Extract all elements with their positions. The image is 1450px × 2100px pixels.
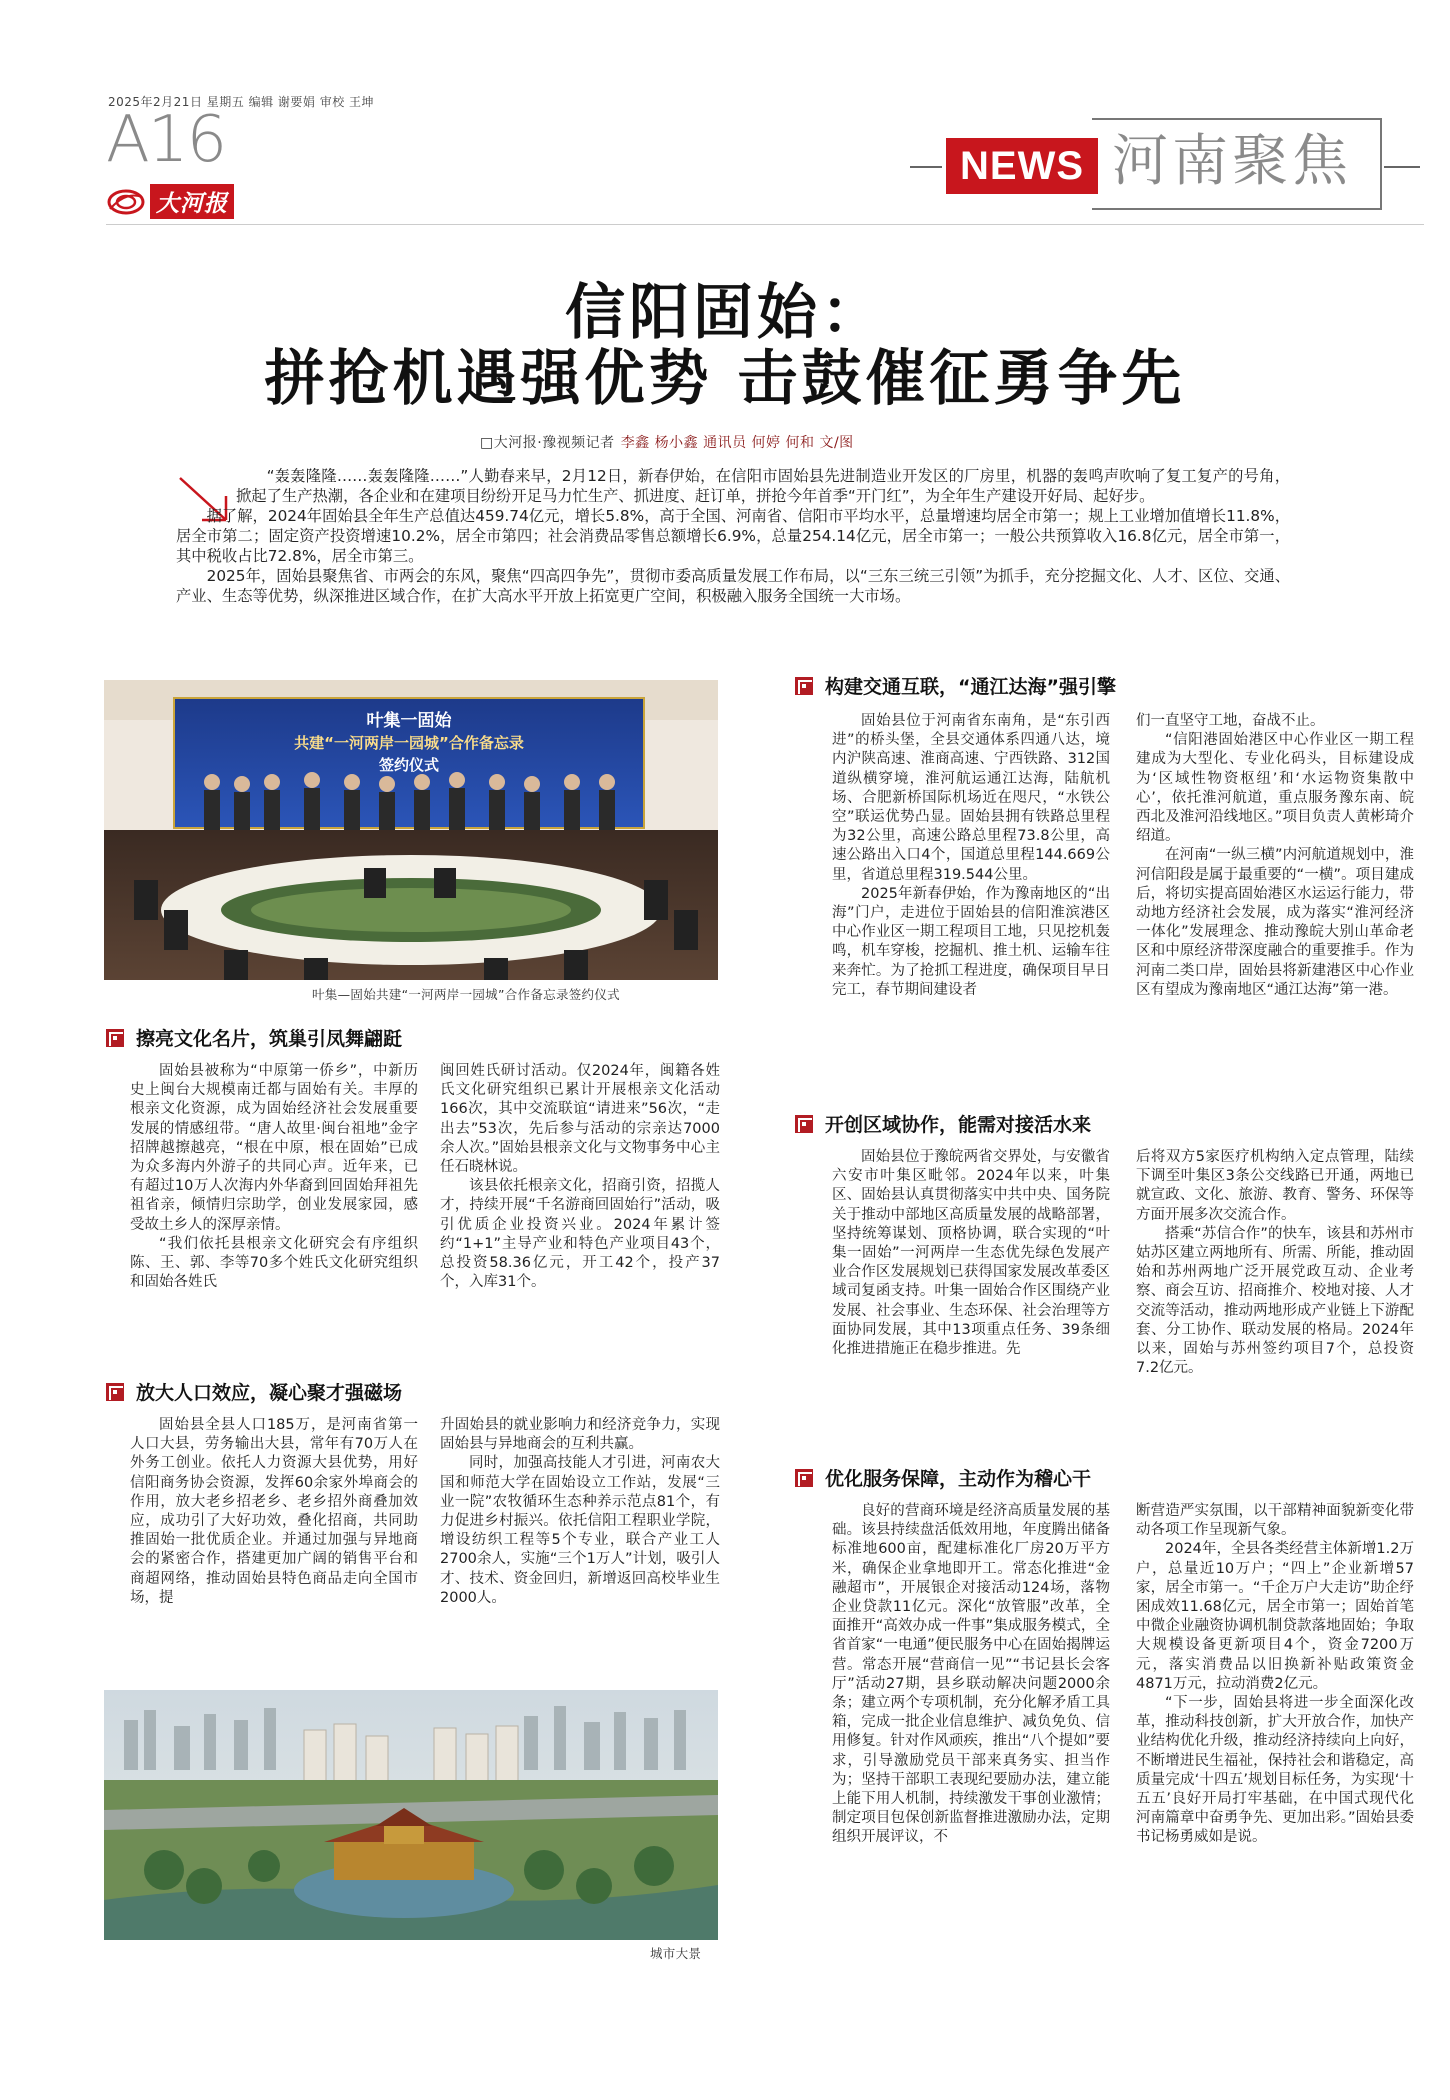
byline-prefix: □大河报·豫视频记者 bbox=[480, 435, 615, 451]
body-paragraph: 们一直坚守工地，奋战不止。 bbox=[1136, 713, 1325, 729]
body-paragraph: 该县依托根亲文化，招商引资，招揽人才，持续开展“千名游商回固始行”活动，吸引优质企业投资兴业。2024年累计签约“1+1”主导产业和特色产业项目43个，总投资58.36亿元，开工42个，投产37个，入库31个。 bbox=[440, 1178, 720, 1291]
region-col-b bbox=[1136, 1148, 1414, 1378]
page-number: A16 bbox=[106, 103, 226, 177]
section-heading-text: 优化服务保障，主动作为稽心干 bbox=[825, 1468, 1092, 1490]
section-heading-text: 放大人口效应，凝心聚才强磁场 bbox=[136, 1382, 403, 1404]
body-paragraph: 固始县全县人口185万，是河南省第一人口大县，劳务输出大县，常年有70万人在外务工创业。依托人力资源大县优势，用好信阳商务协会资源，发挥60余家外埠商会的作用，放大老乡招老乡、老乡招外商叠加效应，成功引了大好功效，叠化招商，共同助推固始一批优质企业。并通过加强与异地商会的紧密合作，搭建更加广阔的销售平台和商超网络，推动固始县特色商品走向全国市场，提 bbox=[130, 1417, 418, 1606]
section-marker-icon bbox=[795, 1469, 813, 1487]
body-paragraph: 2024年，全县各类经营主体新增1.2万户，总量近10万户；“四上”企业新增57家，居全市第一。“千企万户大走访”助企纾困成效11.68亿元，居全市第一；固始首笔中微企业融资协调机制贷款落地固始；争取大规模设备更新项目4个，资金7200万元，落实消费品以旧换新补贴政策资金4871万元，拉动消费2亿元。 bbox=[1136, 1541, 1414, 1692]
region-col-a bbox=[832, 1148, 1110, 1359]
section-heading-text: 构建交通互联，“通江达海”强引擎 bbox=[825, 676, 1116, 698]
body-paragraph: 固始县被称为“中原第一侨乡”，中新历史上闽台大规模南迁都与固始有关。丰厚的根亲文化资源，成为固始经济社会发展重要发展的情感纽带。“唐人故里·闽台祖地”金字招牌越擦越亮，“根在中原，根在固始”已成为众多海内外游子的共同心声。近年来，已有超过10万人次海内外华裔到回固始拜祖先祖省亲，倾情归宗助学，创业发展家园，感受故土乡人的深厚亲情。 bbox=[130, 1063, 418, 1233]
service-col-a bbox=[832, 1502, 1110, 1848]
banner-line-3: 签约仪式 bbox=[378, 756, 439, 774]
lead-paragraph: 据了解，2024年固始县全年生产总值达459.74亿元，增长5.8%，高于全国、河南省、信阳市平均水平，总量增速均居全市第一；规上工业增加值增长11.8%，居全市第二；固定资产投资增速10.2%，居全市第四；社会消费品零售总额增长6.9%，总量254.14亿元，居全市第一；一般公共预算收入16.8亿元，居全市第一，其中税收占比72.8%，居全市第三。 bbox=[176, 507, 1290, 565]
transport-col-b bbox=[1136, 712, 1414, 1000]
headline-line-1: 信阳固始： bbox=[565, 278, 885, 348]
body-paragraph: 断营造严实氛围，以干部精神面貌新变化带动各项工作呈现新气象。 bbox=[1136, 1503, 1414, 1539]
body-paragraph: 同时，加强高技能人才引进，河南农大国和师范大学在固始设立工作站，发展“三业一院”农牧循环生态种养示范点81个，有力促进乡村振兴。依托信阳工程职业学院，增设纺织工程等5个专业，联合产业工人2700余人，实施“三个1万人”计划，吸引人才、技术、资金回归，新增返回高校毕业生2000人。 bbox=[440, 1455, 720, 1606]
body-paragraph: “下一步，固始县将进一步全面深化改革，推动科技创新，扩大开放合作，加快产业结构优化升级，推动经济持续向上向好，不断增进民生福祉，保持社会和谐稳定，高质量完成‘十四五’规划目标任务，为实现‘十五五’良好开局打牢基础，在中国式现代化河南篇章中奋勇争先、更加出彩。”固始县委书记杨勇威如是说。 bbox=[1136, 1695, 1414, 1846]
lead-paragraph: “轰轰隆隆……轰轰隆隆……”人勤春来早，2月12日，新春伊始，在信阳市固始县先进制造业开发区的厂房里，机器的轰鸣声吹响了复工复产的号角，掀起了生产热潮，各企业和在建项目纷纷开足马力忙生产、抓进度、赶订单，拼抢今年首季“开门红”，为全年生产建设开好局、起好步。 bbox=[236, 467, 1290, 505]
body-paragraph: 固始县位于河南省东南角，是“东引西进”的桥头堡，全县交通体系四通八达，境内沪陕高速、淮商高速、宁西铁路、312国道纵横穿境，淮河航运通江达海，陆航机场、合肥新桥国际机场近在咫尺，“水铁公空”联运优势凸显。固始县拥有铁路总里程为32公里，高速公路总里程73.8公里，高速公路出入口4个，国道总里程144.669公里，省道总里程319.544公里。 bbox=[832, 713, 1110, 883]
section-heading-culture bbox=[106, 1024, 402, 1051]
section-heading-text: 擦亮文化名片，筑巢引凤舞翩跹 bbox=[136, 1028, 403, 1050]
photo-caption-2: 城市大景 bbox=[650, 1946, 702, 1961]
population-col-a bbox=[130, 1416, 418, 1608]
banner-line-1: 叶集一固始 bbox=[366, 711, 452, 731]
section-marker-icon bbox=[795, 677, 813, 695]
body-paragraph: “信阳港固始港区中心作业区一期工程建成为大型化、专业化码头，目标建设成为‘区域性物资枢纽’和‘水运物资集散中心’，依托淮河航道，重点服务豫东南、皖西北及淮河沿线地区。”项目负责人黄彬琦介绍道。 bbox=[1136, 732, 1414, 845]
body-paragraph: 在河南“一纵三横”内河航道规划中，淮河信阳段是属于最重要的“一横”。项目建成后，将切实提高固始港区水运运行能力，带动地方经济社会发展，成为落实“淮河经济一体化”发展理念、推动豫皖大别山革命老区和中原经济带深度融合的重要推手。作为河南二类口岸，固始县将新建港区中心作业区有望成为豫南地区“通江达海”第一港。 bbox=[1136, 847, 1414, 998]
section-rule-left bbox=[910, 166, 942, 168]
section-heading-region bbox=[795, 1110, 1091, 1137]
transport-col-a bbox=[832, 712, 1110, 1000]
section-title: 河南聚焦 bbox=[1112, 129, 1352, 194]
section-marker-icon bbox=[106, 1029, 124, 1047]
service-col-b bbox=[1136, 1502, 1414, 1848]
byline bbox=[480, 432, 854, 452]
city-view-photo bbox=[104, 1690, 718, 1940]
photo-banner bbox=[174, 710, 644, 776]
culture-col-a bbox=[130, 1062, 418, 1292]
news-badge: NEWS bbox=[946, 138, 1098, 194]
body-paragraph: 升固始县的就业影响力和经济竞争力，实现固始县与异地商会的互利共赢。 bbox=[440, 1417, 720, 1453]
body-paragraph: 固始县位于豫皖两省交界处，与安徽省六安市叶集区毗邻。2024年以来，叶集区、固始县认真贯彻落实中共中央、国务院关于推动中部地区高质量发展的战略部署，坚持统筹谋划、顶格协调，联合实现的“叶集一固始”一河两岸一生态优先绿色发展产业合作区发展规划已获得国家发展改革委区域司复函支持。叶集一固始合作区围绕产业发展、社会事业、生态环保、社会治理等方面协同发展，其中13项重点任务、39条细化推进措施正在稳步推进。先 bbox=[832, 1149, 1110, 1358]
body-paragraph: 2025年新春伊始，作为豫南地区的“出海”门户，走进位于固始县的信阳淮滨港区中心作业区一期工程项目工地，只见挖机轰鸣，机车穿梭，挖掘机、推土机、运输车往来奔忙。为了抢抓工程进度，确保项目早日完工，春节期间建设者 bbox=[832, 885, 1110, 998]
paper-logo bbox=[106, 184, 234, 219]
culture-col-b bbox=[440, 1062, 720, 1292]
section-marker-icon bbox=[106, 1383, 124, 1401]
body-paragraph: “我们依托县根亲文化研究会有序组织陈、王、郭、李等70多个姓氏文化研究组织和固始各姓氏 bbox=[130, 1235, 418, 1291]
photo-caption-1: 叶集—固始共建“一河两岸一园城”合作备忘录签约仪式 bbox=[312, 987, 620, 1002]
lead-paragraph: 2025年，固始县聚焦省、市两会的东风，聚焦“四高四争先”，贯彻市委高质量发展工作布局，以“三东三统三引领”为抓手，充分挖掘文化、人才、区位、交通、产业、生态等优势，纵深推进区域合作，在扩大高水平开放上拓宽更广空间，积极融入服务全国统一大市场。 bbox=[176, 567, 1290, 605]
banner-line-2: 共建“一河两岸一园城”合作备忘录 bbox=[294, 734, 524, 752]
body-paragraph: 良好的营商环境是经济高质量发展的基础。该县持续盘活低效用地，年度腾出储备标准地600亩，配建标准化厂房20万平方米，确保企业拿地即开工。常态化推进“金融超市”，开展银企对接活动124场，落物企业贷款11亿元。深化“放管服”改革，全面推开“高效办成一件事”集成服务模式，全省首家“一电通”便民服务中心在固始揭牌运营。常态开展“营商信一见”“书记县长会客厅”活动27期，县乡联动解决问题2000余条；建立两个专项机制，充分化解矛盾工具箱，完成一批企业信息维护、减负免负、信用修复。针对作风顽疾，推出“八个提如”要求，引导激励党员干部来真务实、担当作为；坚持干部职工表现纪要励办法，建立能上能下用人机制，持续激发干事创业激情；制定项目包保创新监督推进激励办法，定期组织开展评议，不 bbox=[832, 1503, 1110, 1846]
population-col-b bbox=[440, 1416, 720, 1608]
lead-paragraphs bbox=[176, 466, 1290, 606]
signing-ceremony-photo bbox=[104, 680, 718, 980]
section-rule-right bbox=[1384, 166, 1420, 168]
headline-line-2: 拼抢机遇强优势 击鼓催征勇争先 bbox=[264, 344, 1186, 414]
body-paragraph: 搭乘“苏信合作”的快车，该县和苏州市姑苏区建立两地所有、所需、所能，推动固始和苏州两地广泛开展党政互动、企业考察、商会互访、招商推介、校地对接、人才交流等活动，推动两地形成产业链上下游配套、分工协作、联动发展的格局。2024年以来，固始与苏州签约项目7个，总投资7.2亿元。 bbox=[1136, 1225, 1414, 1377]
section-marker-icon bbox=[795, 1115, 813, 1133]
masthead-divider bbox=[106, 224, 1424, 225]
section-heading-transport bbox=[795, 672, 1116, 699]
issue-meta: 2025年2月21日 星期五 编辑 谢要娟 审校 王坤 bbox=[108, 95, 375, 109]
body-paragraph: 闽回姓氏研讨活动。仅2024年，闽籍各姓氏文化研究组织已累计开展根亲文化活动166次，其中交流联谊“请进来”56次，“走出去”53次，先后参与活动的宗亲达7000余人次。”固始县根亲文化与文物事务中心主任石晓林说。 bbox=[440, 1063, 720, 1176]
paper-logo-icon bbox=[106, 187, 146, 217]
section-heading-population bbox=[106, 1378, 402, 1405]
section-heading-text: 开创区域协作，能需对接活水来 bbox=[825, 1114, 1092, 1136]
section-heading-service bbox=[795, 1464, 1091, 1491]
body-paragraph: 后将双方5家医疗机构纳入定点管理，陆续下调至叶集区3条公交线路已开通，两地已就宣政、文化、旅游、教育、警务、环保等方面开展多次交流合作。 bbox=[1136, 1149, 1414, 1223]
paper-name: 大河报 bbox=[150, 184, 234, 219]
byline-names: 李鑫 杨小鑫 通讯员 何婷 何和 文/图 bbox=[620, 435, 854, 451]
